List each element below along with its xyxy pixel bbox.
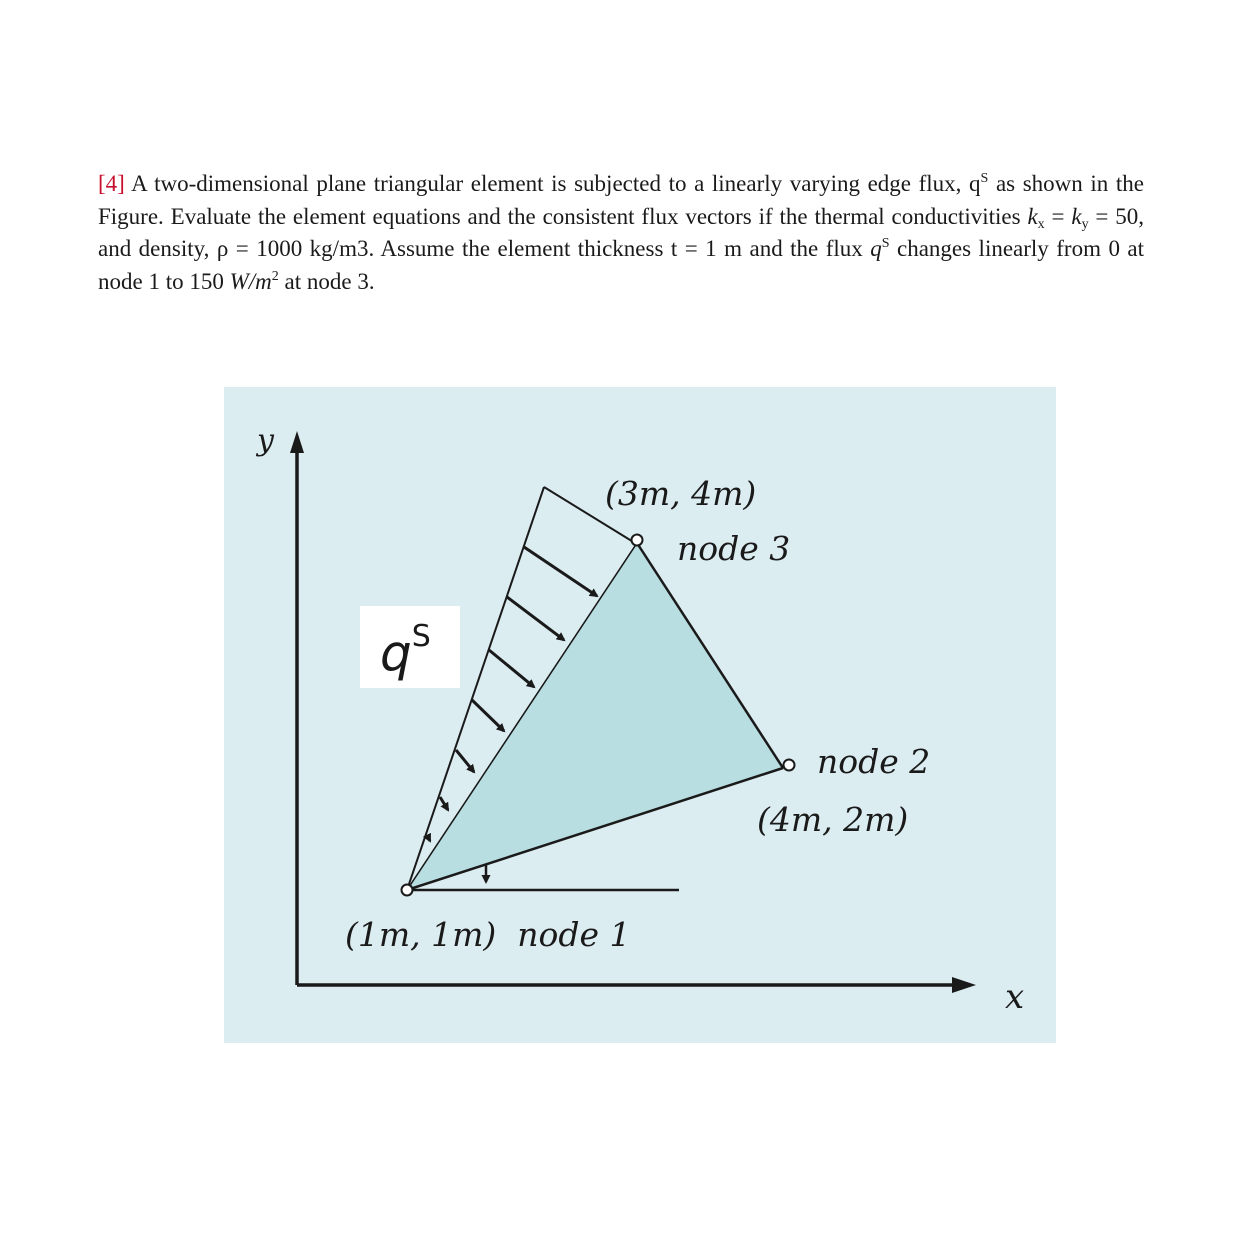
flux-unit-superscript: 2 <box>271 268 279 284</box>
node-2-marker <box>784 760 795 771</box>
problem-line-3a: thermal conductivities <box>814 203 1028 229</box>
flux-unit: W/m <box>229 268 272 294</box>
node-3-marker <box>632 535 643 546</box>
flux-label-s: S <box>411 619 431 654</box>
problem-statement <box>98 168 1144 298</box>
node-3-label: node 3 <box>677 529 791 568</box>
x-axis-label: x <box>1005 977 1025 1017</box>
problem-line-4c: at node 3. <box>278 268 375 294</box>
flux-superscript: S <box>881 236 890 251</box>
node-1-marker <box>402 885 413 896</box>
flux-label-q: q <box>380 624 412 682</box>
node-3-coordinates: (3m, 4m) <box>605 474 757 513</box>
problem-line-4a: t = 1 m and the flux <box>670 236 871 261</box>
flux-symbol: q <box>870 236 882 261</box>
problem-line-2: as shown in the Figure. Evaluate the element equations and the consistent flux vectors if the <box>98 171 1144 229</box>
y-axis-label: y <box>257 423 274 458</box>
equals-1: = <box>1044 203 1072 229</box>
ky-symbol: k <box>1071 203 1082 229</box>
problem-line-1: A two-dimensional plane triangular element is subjected to a linearly varying edge flux, q <box>131 171 981 196</box>
node-2-label: node 2 <box>817 742 931 781</box>
node-1-label: (1m, 1m) node 1 <box>345 915 631 954</box>
node-2-coordinates: (4m, 2m) <box>757 800 909 839</box>
problem-line-3b: = 50, and density, ρ = 1000 kg/m3. Assume the element thickness <box>98 203 1144 261</box>
line1-flux-superscript: S <box>980 171 989 186</box>
kx-symbol: k <box>1027 203 1038 229</box>
problem-number: [4] <box>98 171 125 196</box>
ky-subscript: y <box>1081 216 1089 232</box>
problem-line-4b: changes linearly from 0 at node 1 to 150 <box>98 236 1145 294</box>
kx-subscript: x <box>1037 216 1045 232</box>
element-figure <box>224 387 1056 1043</box>
